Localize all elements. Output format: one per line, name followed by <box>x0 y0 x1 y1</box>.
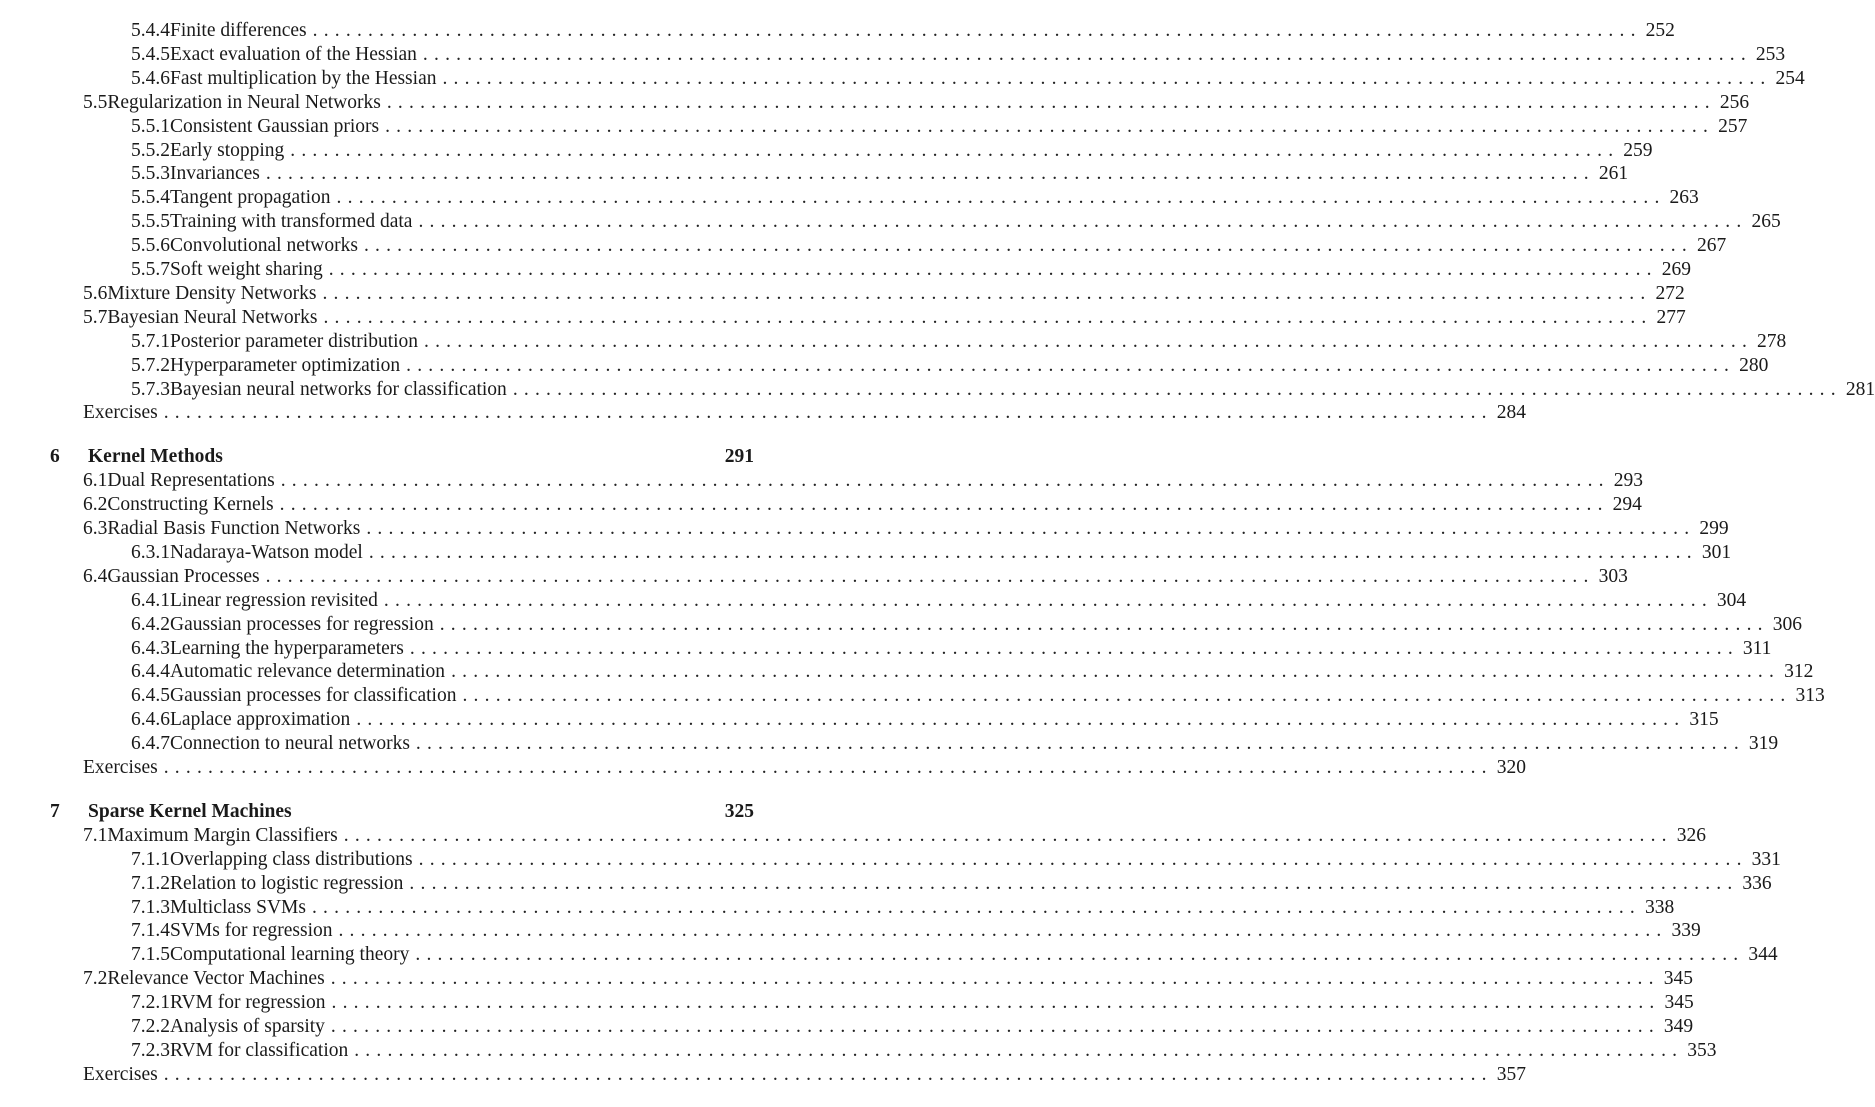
section-title: Sparse Kernel Machines <box>88 801 298 823</box>
section-number: 5.5.7 <box>131 259 170 280</box>
toc-entry <box>131 637 1772 662</box>
dot-leader: ........................................................................................................................ <box>422 43 1752 65</box>
page-number: 319 <box>1748 733 1779 755</box>
section-number: 5.7.2 <box>131 354 170 376</box>
section-number: 7.1.4 <box>131 920 170 942</box>
dot-leader: ........................................................................................................................ <box>163 757 1493 778</box>
dot-leader: ........................................................................................................................ <box>386 91 1716 113</box>
section-title: Connection to neural networks <box>170 733 416 755</box>
section-title: Gaussian Processes <box>107 566 265 588</box>
section-title: Analysis of sparsity <box>170 1016 331 1038</box>
dot-leader: ........................................................................................................................ <box>418 848 1748 870</box>
page-number: 261 <box>1598 163 1629 185</box>
page-number: 278 <box>1757 330 1787 352</box>
dot-leader: ........................................................................................................................ <box>512 378 1842 400</box>
dot-leader: ........................................................................................................................ <box>265 163 1595 185</box>
section-title: RVM for regression <box>170 992 332 1014</box>
dot-leader: ........................................................................................................................ <box>442 67 1772 89</box>
toc-entry <box>83 968 1693 992</box>
page-number: 306 <box>1772 613 1802 635</box>
section-title: Exact evaluation of the Hessian <box>170 44 423 66</box>
page-number: 259 <box>1623 139 1653 161</box>
toc-entry <box>131 378 1875 403</box>
page-number: 265 <box>1751 211 1781 233</box>
page-number: 345 <box>1663 968 1693 990</box>
section-number: 5.5.4 <box>131 187 170 209</box>
toc-entry <box>131 589 1747 614</box>
section-number: 7.1.1 <box>131 848 170 870</box>
section-number: 5.4.4 <box>131 20 170 41</box>
toc-entry <box>131 330 1787 355</box>
dot-leader: ........................................................................................................................ <box>406 354 1736 376</box>
section-number: 6.2 <box>83 494 108 516</box>
toc-entry <box>83 1063 1526 1088</box>
section-number: 7.1 <box>83 824 108 846</box>
section-title: Dual Representations <box>107 470 280 492</box>
toc-entry <box>131 20 1675 44</box>
dot-leader: ........................................................................................................................ <box>163 1063 1493 1085</box>
section-title: Radial Basis Function Networks <box>107 518 366 540</box>
dot-leader: ........................................................................................................................ <box>323 306 1653 328</box>
toc-entry <box>131 920 1701 944</box>
dot-leader: ........................................................................................................................ <box>279 494 1609 516</box>
section-number: 6.4.1 <box>131 589 170 611</box>
dot-leader: ........................................................................................................................ <box>265 565 1595 587</box>
section-title: Computational learning theory <box>170 944 415 966</box>
dot-leader: ........................................................................................................................ <box>415 944 1745 966</box>
toc-entry <box>131 354 1769 379</box>
toc-entry <box>131 187 1699 211</box>
toc-entry <box>131 235 1727 259</box>
toc-entry <box>131 992 1694 1016</box>
page-number: 336 <box>1742 872 1772 894</box>
page-number: 344 <box>1748 944 1778 966</box>
toc-entry <box>83 306 1686 331</box>
dot-leader: ........................................................................................................................ <box>366 518 1696 539</box>
page-number: 315 <box>1689 709 1719 731</box>
section-number: 7.1.5 <box>131 944 170 966</box>
section-title: Invariances <box>170 163 266 185</box>
dot-leader: ........................................................................................................................ <box>356 709 1686 731</box>
section-title: Training with transformed data <box>170 211 418 233</box>
section-title: Mixture Density Networks <box>107 283 322 305</box>
toc-entry <box>131 1016 1694 1040</box>
toc-entry <box>131 733 1779 757</box>
toc-entry <box>131 709 1719 733</box>
toc-entry <box>131 67 1805 92</box>
toc-entry <box>83 402 1526 426</box>
section-number: 5.5.1 <box>131 115 170 137</box>
section-number: 6.4.4 <box>131 661 170 683</box>
section-number: 7.2.1 <box>131 992 170 1014</box>
section-title: Bayesian neural networks for classification <box>170 379 513 401</box>
toc-entry <box>131 1039 1717 1064</box>
section-title: SVMs for regression <box>170 920 338 942</box>
dot-leader: ........................................................................................................................ <box>418 211 1748 233</box>
dot-leader: ........................................................................................................................ <box>368 541 1698 563</box>
dot-leader: ........................................................................................................................ <box>330 968 1660 990</box>
toc-entry <box>131 139 1653 164</box>
toc-entry <box>131 685 1825 709</box>
section-number: 5.7.3 <box>131 378 170 400</box>
dot-leader: ........................................................................................................................ <box>409 637 1739 659</box>
section-number: 6.4.2 <box>131 613 170 635</box>
section-title: Convolutional networks <box>170 235 364 257</box>
section-title: Learning the hyperparameters <box>170 638 410 660</box>
page-number: 277 <box>1656 306 1686 328</box>
section-number: 7 <box>50 800 60 822</box>
section-title: Laplace approximation <box>170 709 356 731</box>
section-number: 7.2.2 <box>131 1016 170 1037</box>
dot-leader: ........................................................................................................................ <box>462 685 1792 707</box>
section-number: 6.4.5 <box>131 685 170 707</box>
section-number: 5.5.5 <box>131 211 170 233</box>
page-number: 256 <box>1719 91 1750 113</box>
page-number: 281 <box>1845 378 1875 400</box>
toc-entry <box>131 115 1748 140</box>
section-title: Exercises <box>83 757 164 779</box>
page-number: 331 <box>1751 848 1781 870</box>
section-number: 6.4.6 <box>131 709 170 731</box>
dot-leader: ........................................................................................................................ <box>328 259 1658 280</box>
page-number: 325 <box>724 800 754 822</box>
toc-entry <box>83 470 1643 494</box>
dot-leader: ........................................................................................................................ <box>330 1016 1660 1037</box>
toc-entry <box>131 944 1778 968</box>
section-title: Finite differences <box>170 20 313 42</box>
section-title: Kernel Methods <box>88 446 229 468</box>
section-number: 5.7.1 <box>131 330 170 352</box>
dot-leader: ........................................................................................................................ <box>163 402 1493 424</box>
page-number: 338 <box>1644 896 1675 918</box>
section-title: Soft weight sharing <box>170 259 329 281</box>
page-number: 284 <box>1496 402 1526 424</box>
section-number: 6.3.1 <box>131 541 170 563</box>
dot-leader: ........................................................................................................................ <box>280 470 1610 492</box>
toc-entry <box>131 541 1732 566</box>
page-number: 353 <box>1687 1039 1717 1061</box>
page-number: 357 <box>1496 1063 1526 1085</box>
section-title: Automatic relevance determination <box>170 661 451 683</box>
section-title: Early stopping <box>170 140 290 162</box>
page-number: 299 <box>1699 518 1729 539</box>
toc-entry <box>83 494 1642 518</box>
toc-entry <box>131 848 1781 873</box>
section-number: 5.5.6 <box>131 235 170 257</box>
section-number: 5.5.3 <box>131 163 170 185</box>
section-number: 5.5.2 <box>131 139 170 161</box>
dot-leader: ........................................................................................................................ <box>363 235 1693 257</box>
section-number: 7.1.2 <box>131 872 170 894</box>
page-number: 339 <box>1671 920 1701 942</box>
toc-entry <box>83 757 1526 781</box>
toc-entry <box>131 43 1786 68</box>
toc-entry <box>131 872 1772 897</box>
page-number: 252 <box>1645 20 1675 41</box>
toc-entry <box>131 259 1691 283</box>
section-title: Multiclass SVMs <box>170 897 312 919</box>
toc-entry <box>83 824 1706 849</box>
page-number: 326 <box>1676 824 1706 846</box>
toc-entry <box>131 211 1781 235</box>
toc-entry <box>83 565 1628 590</box>
section-number: 6.4.3 <box>131 637 170 659</box>
section-number: 6.4 <box>83 565 108 587</box>
toc-chapter-entry <box>50 801 754 825</box>
page-number: 345 <box>1664 992 1694 1014</box>
section-number: 7.2.3 <box>131 1039 170 1061</box>
section-title: Gaussian processes for classification <box>170 685 462 707</box>
section-title: Exercises <box>83 402 164 424</box>
section-number: 6 <box>50 446 60 468</box>
page-number: 311 <box>1742 637 1772 659</box>
section-number: 5.7 <box>83 306 108 328</box>
dot-leader: ........................................................................................................................ <box>312 20 1642 41</box>
toc-entry <box>131 661 1814 685</box>
dot-leader: ........................................................................................................................ <box>409 872 1739 894</box>
dot-leader: ........................................................................................................................ <box>338 920 1668 942</box>
section-title: Constructing Kernels <box>107 494 279 516</box>
dot-leader: ........................................................................................................................ <box>331 992 1661 1014</box>
toc-entry <box>131 896 1675 921</box>
dot-leader: ........................................................................................................................ <box>354 1039 1684 1061</box>
section-title: Linear regression revisited <box>170 590 384 612</box>
section-number: 5.4.5 <box>131 43 170 65</box>
section-title: Nadaraya-Watson model <box>170 542 369 564</box>
toc-entry <box>83 518 1729 542</box>
section-number: 5.6 <box>83 282 108 304</box>
section-number: 7.1.3 <box>131 896 170 918</box>
dot-leader: ........................................................................................................................ <box>290 139 1620 161</box>
page-number: 267 <box>1696 235 1727 257</box>
page-number: 312 <box>1784 661 1814 683</box>
section-title: Posterior parameter distribution <box>170 331 424 353</box>
section-number: 5.4.6 <box>131 67 170 89</box>
dot-leader: ........................................................................................................................ <box>385 115 1715 137</box>
page-number: 303 <box>1598 565 1628 587</box>
section-number: 7.2 <box>83 968 108 990</box>
toc-entry <box>83 91 1750 116</box>
dot-leader: ........................................................................................................................ <box>311 896 1641 918</box>
section-title: Exercises <box>83 1064 164 1086</box>
page-number: 304 <box>1716 589 1747 611</box>
page-number: 349 <box>1663 1016 1694 1037</box>
section-number: 6.1 <box>83 470 108 492</box>
page-number: 253 <box>1755 43 1786 65</box>
dot-leader: ........................................................................................................................ <box>343 824 1673 846</box>
section-title: Tangent propagation <box>170 187 337 209</box>
section-title: Relevance Vector Machines <box>107 968 330 990</box>
dot-leader: ........................................................................................................................ <box>424 330 1754 352</box>
section-title: Regularization in Neural Networks <box>107 92 386 114</box>
page-number: 320 <box>1496 757 1526 778</box>
toc-entry <box>83 282 1685 307</box>
toc-entry <box>131 163 1629 187</box>
section-title: Bayesian Neural Networks <box>107 307 323 329</box>
section-title: RVM for classification <box>170 1040 354 1062</box>
page-number: 257 <box>1718 115 1748 137</box>
dot-leader: ........................................................................................................................ <box>322 282 1652 304</box>
section-title: Relation to logistic regression <box>170 873 409 895</box>
page-number: 313 <box>1795 685 1825 707</box>
page-number: 280 <box>1739 354 1769 376</box>
page-number: 301 <box>1701 541 1732 563</box>
dot-leader: ........................................................................................................................ <box>383 589 1713 611</box>
dot-leader: ........................................................................................................................ <box>336 187 1666 209</box>
dot-leader: ........................................................................................................................ <box>439 613 1769 635</box>
section-title: Consistent Gaussian priors <box>170 116 385 138</box>
page-number: 272 <box>1655 282 1685 304</box>
toc-entry <box>131 613 1802 638</box>
dot-leader: ........................................................................................................................ <box>451 661 1781 683</box>
section-title: Gaussian processes for regression <box>170 614 440 636</box>
page-number: 293 <box>1613 470 1643 492</box>
section-title: Hyperparameter optimization <box>170 355 406 377</box>
section-title: Fast multiplication by the Hessian <box>170 68 442 90</box>
section-title: Overlapping class distributions <box>170 849 419 871</box>
section-number: 5.5 <box>83 91 108 113</box>
section-number: 6.4.7 <box>131 733 170 755</box>
page-number: 269 <box>1661 259 1691 280</box>
page-number: 263 <box>1669 187 1699 209</box>
page-number: 254 <box>1775 67 1805 89</box>
toc-chapter-entry <box>50 446 754 470</box>
dot-leader: ........................................................................................................................ <box>415 733 1745 755</box>
page-number: 294 <box>1612 494 1642 516</box>
section-title: Maximum Margin Classifiers <box>107 825 343 847</box>
section-number: 6.3 <box>83 518 108 539</box>
page-number: 291 <box>724 446 754 468</box>
